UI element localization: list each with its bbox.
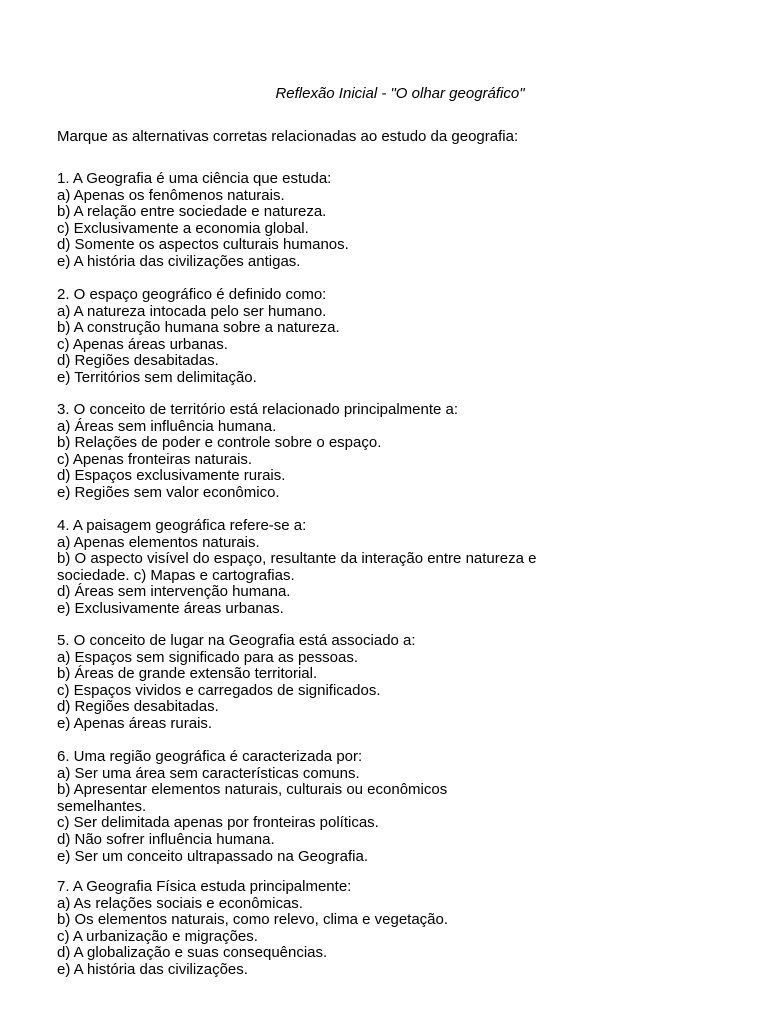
option-e: e) Regiões sem valor econômico. [57,483,280,501]
question-2 [57,287,577,387]
option-c: c) Exclusivamente a economia global. [57,219,309,237]
document-title: Reflexão Inicial - "O olhar geográfico" [275,85,525,102]
question-stem: 7. A Geografia Física estuda principalmente: [57,878,352,895]
option-c: c) Apenas áreas urbanas. [57,335,228,353]
option-c: c) Espaços vividos e carregados de significados. [57,681,381,699]
question-stem: 3. O conceito de território está relacionado principalmente a: [57,401,459,418]
question-3 [57,402,577,502]
option-d: d) Regiões desabitadas. [57,352,219,370]
option-e: e) A história das civilizações antigas. [57,252,301,270]
question-4 [57,518,577,618]
question-stem: 2. O espaço geográfico é definido como: [57,286,327,303]
option-e: e) Exclusivamente áreas urbanas. [57,599,284,617]
question-stem: 1. A Geografia é uma ciência que estuda: [57,170,332,187]
question-stem: 6. Uma região geográfica é caracterizada por: [57,748,363,765]
option-a: a) Apenas os fenômenos naturais. [57,186,285,204]
option-c: c) Ser delimitada apenas por fronteiras políticas. [57,814,379,832]
option-a: a) Áreas sem influência humana. [57,417,277,435]
option-d: d) Somente os aspectos culturais humanos. [57,236,349,254]
option-a: a) Apenas elementos naturais. [57,533,260,551]
option-d: d) Áreas sem intervenção humana. [57,583,291,601]
option-b: b) Relações de poder e controle sobre o espaço. [57,434,382,452]
option-b: b) Áreas de grande extensão territorial. [57,665,318,683]
option-d: d) Não sofrer influência humana. [57,830,275,848]
option-c: c) Apenas fronteiras naturais. [57,450,253,468]
option-b: b) O aspecto visível do espaço, resultante da interação entre natureza e sociedade. c) Mapas e cartografias. [57,550,537,584]
option-d: d) Regiões desabitadas. [57,698,219,716]
option-a: a) Ser uma área sem características comuns. [57,764,360,782]
option-a: a) Espaços sem significado para as pessoas. [57,648,358,666]
question-stem: 4. A paisagem geográfica refere-se a: [57,517,307,534]
option-e: e) Ser um conceito ultrapassado na Geografia. [57,847,369,865]
option-e: e) Territórios sem delimitação. [57,368,257,386]
option-a: a) A natureza intocada pelo ser humano. [57,302,327,320]
option-e: e) A história das civilizações. [57,960,248,978]
question-5 [57,633,577,733]
option-a: a) As relações sociais e econômicas. [57,894,303,912]
option-b: b) A relação entre sociedade e natureza. [57,203,327,221]
question-7 [57,879,577,979]
option-d: d) A globalização e suas consequências. [57,944,328,962]
option-e: e) Apenas áreas rurais. [57,714,213,732]
question-6 [57,749,577,865]
option-b: b) Os elementos naturais, como relevo, clima e vegetação. [57,911,449,929]
option-d: d) Espaços exclusivamente rurais. [57,467,286,485]
option-c: c) A urbanização e migrações. [57,927,258,945]
instruction-text: Marque as alternativas corretas relacionadas ao estudo da geografia: [57,128,519,145]
option-b: b) A construção humana sobre a natureza. [57,319,340,337]
question-stem: 5. O conceito de lugar na Geografia está associado a: [57,632,416,649]
question-1 [57,171,577,271]
option-b: b) Apresentar elementos naturais, culturais ou econômicos semelhantes. [57,781,448,815]
